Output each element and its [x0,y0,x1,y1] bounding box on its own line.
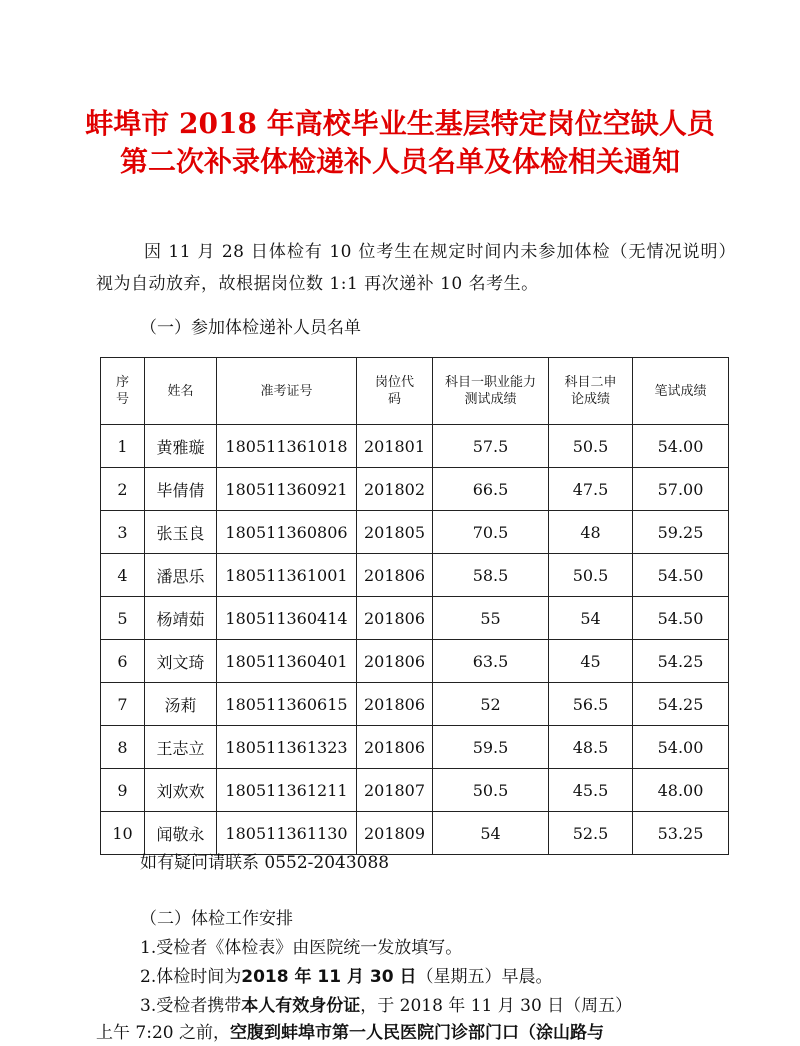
cell-subject-2: 50.5 [549,425,633,468]
cell-written: 54.25 [633,640,729,683]
cell-subject-1: 55 [433,597,549,640]
cell-post: 201806 [357,726,433,769]
cell-subject-1: 63.5 [433,640,549,683]
cell-subject-1: 54 [433,812,549,855]
table-row [101,468,729,511]
header-written: 笔试成绩 [633,358,729,425]
cell-name: 张玉良 [145,511,217,554]
cell-subject-1: 52 [433,683,549,726]
item-3-continued: 上午 7:20 之前，空腹到蚌埠市第一人民医院门诊部门口（涂山路与 [96,1023,604,1043]
cell-ticket: 180511360921 [217,468,357,511]
cell-ticket: 180511361001 [217,554,357,597]
table-row [101,812,729,855]
cell-ticket: 180511361211 [217,769,357,812]
cell-ticket: 180511361130 [217,812,357,855]
header-ticket: 准考证号 [217,358,357,425]
cell-no: 2 [101,468,145,511]
cell-ticket: 180511360615 [217,683,357,726]
cell-subject-1: 59.5 [433,726,549,769]
candidate-table [100,357,729,855]
table-row [101,726,729,769]
cell-subject-1: 57.5 [433,425,549,468]
table-row [101,769,729,812]
cell-subject-2: 48.5 [549,726,633,769]
cell-no: 6 [101,640,145,683]
item-3: 3.受检者携带本人有效身份证，于 2018 年 11 月 30 日（周五） [140,996,633,1016]
cell-subject-2: 54 [549,597,633,640]
item-1: 1.受检者《体检表》由医院统一发放填写。 [140,938,463,958]
cell-post: 201806 [357,597,433,640]
table-row [101,597,729,640]
cell-written: 54.00 [633,726,729,769]
table-row [101,511,729,554]
cell-subject-2: 45 [549,640,633,683]
cell-ticket: 180511360401 [217,640,357,683]
cell-ticket: 180511361018 [217,425,357,468]
cell-ticket: 180511360414 [217,597,357,640]
cell-written: 54.50 [633,554,729,597]
cell-post: 201805 [357,511,433,554]
cell-subject-1: 58.5 [433,554,549,597]
cell-post: 201806 [357,640,433,683]
header-no: 序号 [101,358,145,425]
cell-name: 王志立 [145,726,217,769]
cell-written: 57.00 [633,468,729,511]
item-2: 2.体检时间为2018 年 11 月 30 日（星期五）早晨。 [140,967,553,987]
cell-written: 54.50 [633,597,729,640]
cell-no: 1 [101,425,145,468]
table-header-row [101,358,729,425]
cell-name: 闻敬永 [145,812,217,855]
header-name: 姓名 [145,358,217,425]
cell-post: 201801 [357,425,433,468]
cell-written: 54.00 [633,425,729,468]
cell-subject-1: 50.5 [433,769,549,812]
cell-name: 毕倩倩 [145,468,217,511]
cell-subject-2: 48 [549,511,633,554]
cell-subject-1: 70.5 [433,511,549,554]
cell-ticket: 180511361323 [217,726,357,769]
cell-no: 9 [101,769,145,812]
cell-name: 潘思乐 [145,554,217,597]
cell-post: 201806 [357,554,433,597]
cell-name: 刘欢欢 [145,769,217,812]
cell-no: 7 [101,683,145,726]
cell-no: 10 [101,812,145,855]
cell-written: 48.00 [633,769,729,812]
section-1-heading: （一）参加体检递补人员名单 [140,318,361,338]
header-subject-1: 科目一职业能力测试成绩 [433,358,549,425]
table-row [101,554,729,597]
cell-subject-1: 66.5 [433,468,549,511]
cell-subject-2: 50.5 [549,554,633,597]
table-row [101,425,729,468]
cell-written: 59.25 [633,511,729,554]
document-title-line-1: 蚌埠市 2018 年高校毕业生基层特定岗位空缺人员 [85,107,715,140]
cell-post: 201809 [357,812,433,855]
intro-paragraph: 因 11 月 28 日体检有 10 位考生在规定时间内未参加体检（无情况说明）视为自动放弃，故根据岗位数 1:1 再次递补 10 名考生。 [96,242,736,294]
cell-written: 54.25 [633,683,729,726]
cell-post: 201802 [357,468,433,511]
cell-ticket: 180511360806 [217,511,357,554]
cell-subject-2: 52.5 [549,812,633,855]
table-row [101,640,729,683]
cell-subject-2: 45.5 [549,769,633,812]
cell-name: 黄雅璇 [145,425,217,468]
header-subject-2: 科目二申论成绩 [549,358,633,425]
section-2-heading: （二）体检工作安排 [140,909,293,929]
cell-post: 201807 [357,769,433,812]
cell-no: 3 [101,511,145,554]
cell-name: 汤莉 [145,683,217,726]
table-row [101,683,729,726]
cell-name: 杨靖茹 [145,597,217,640]
cell-no: 8 [101,726,145,769]
cell-no: 5 [101,597,145,640]
contact-line: 如有疑问请联系 0552-2043088 [140,853,390,873]
document-title-line-2: 第二次补录体检递补人员名单及体检相关通知 [119,145,680,178]
cell-written: 53.25 [633,812,729,855]
cell-subject-2: 56.5 [549,683,633,726]
cell-no: 4 [101,554,145,597]
header-post: 岗位代码 [357,358,433,425]
cell-subject-2: 47.5 [549,468,633,511]
cell-name: 刘文琦 [145,640,217,683]
cell-post: 201806 [357,683,433,726]
